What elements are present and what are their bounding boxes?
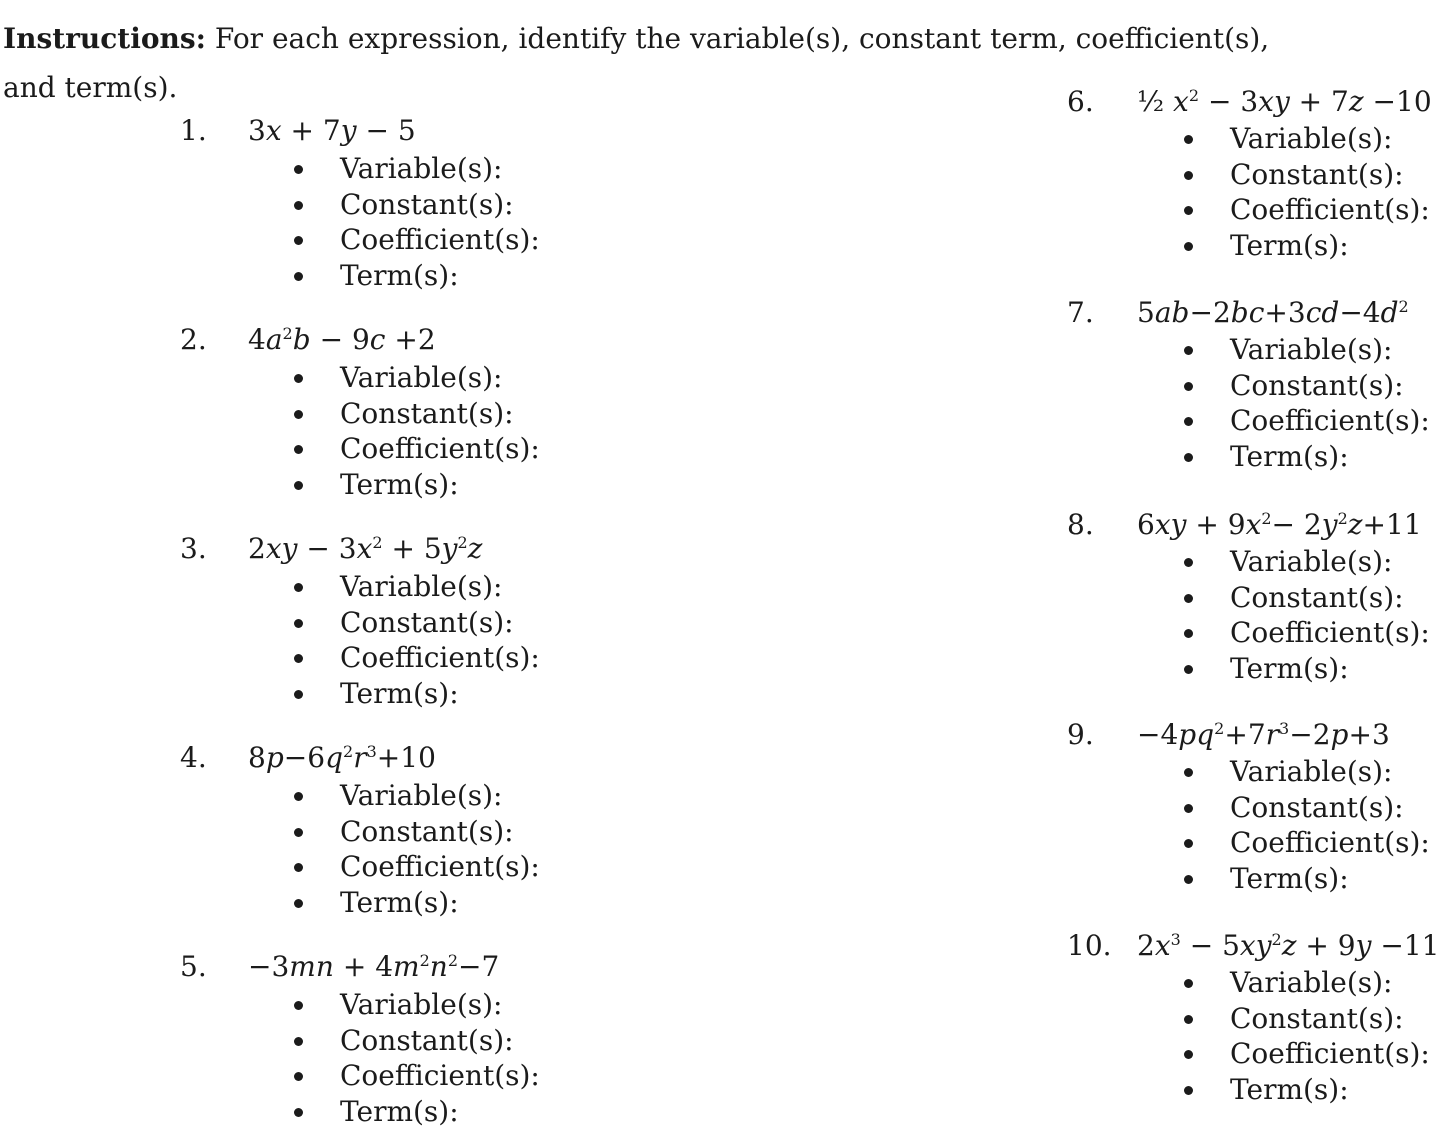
item-variables: [1230, 544, 1430, 580]
problem-expression: $6xy + 9x^2- 2y^2z+11$: [1137, 508, 1422, 541]
item-label-coefficients: Coefficient(s):: [340, 641, 540, 674]
item-label-variables: Variable(s):: [1230, 545, 1393, 578]
bullet-icon: [294, 1001, 303, 1010]
item-variables: [340, 569, 540, 605]
item-terms: [340, 676, 540, 712]
bullet-icon: [1184, 242, 1193, 251]
bullet-icon: [1184, 206, 1193, 215]
item-terms: [340, 1094, 540, 1130]
bullet-icon: [1184, 135, 1193, 144]
item-label-coefficients: Coefficient(s):: [1230, 826, 1430, 859]
item-label-coefficients: Coefficient(s):: [340, 850, 540, 883]
problem-item-list: [1230, 965, 1430, 1107]
bullet-icon: [1184, 629, 1193, 638]
item-constants: [1230, 580, 1430, 616]
item-label-constants: Constant(s):: [340, 1023, 514, 1057]
item-variables: [340, 987, 540, 1023]
problem-item-list: [1230, 332, 1430, 474]
problem-item-list: [1230, 121, 1430, 263]
item-label-constants: Constant(s):: [1230, 368, 1404, 402]
item-label-coefficients: Coefficient(s):: [340, 1059, 540, 1092]
item-variables: [1230, 754, 1430, 790]
item-coefficients: [340, 849, 540, 885]
bullet-icon: [1184, 417, 1193, 426]
item-label-coefficients: Coefficient(s):: [1230, 616, 1430, 649]
item-label-constants: Constant(s):: [1230, 1001, 1404, 1035]
bullet-icon: [294, 863, 303, 872]
problem-number: 1.: [180, 114, 207, 147]
item-variables: [1230, 332, 1430, 368]
problem-item-list: [340, 360, 540, 502]
problem-number: 2.: [180, 323, 207, 356]
bullet-icon: [294, 792, 303, 801]
bullet-icon: [1184, 768, 1193, 777]
bullet-icon: [294, 236, 303, 245]
item-label-coefficients: Coefficient(s):: [1230, 404, 1430, 437]
bullet-icon: [294, 899, 303, 908]
item-coefficients: [340, 431, 540, 467]
item-label-coefficients: Coefficient(s):: [340, 223, 540, 256]
item-label-variables: Variable(s):: [1230, 122, 1393, 155]
item-constants: [1230, 790, 1430, 826]
problem-expression: $8p-6q^2r^3+10$: [248, 741, 436, 774]
bullet-icon: [1184, 382, 1193, 391]
item-label-variables: Variable(s):: [340, 988, 503, 1021]
item-label-variables: Variable(s):: [340, 361, 503, 394]
item-constants: [1230, 368, 1430, 404]
bullet-icon: [1184, 665, 1193, 674]
item-coefficients: [1230, 192, 1430, 228]
item-label-constants: Constant(s):: [340, 396, 514, 430]
bullet-icon: [1184, 346, 1193, 355]
problem-expression: $-3mn + 4m^2n^2-7$: [248, 950, 500, 983]
problem-expression: ½ $x^2 - 3xy + 7z -10$: [1137, 85, 1432, 118]
item-constants: [340, 396, 540, 432]
problem-expression: $4a^2b - 9c +2$: [248, 323, 436, 356]
problem-number: 6.: [1067, 85, 1094, 118]
bullet-icon: [294, 445, 303, 454]
item-terms: [340, 467, 540, 503]
item-constants: [340, 1023, 540, 1059]
item-variables: [1230, 121, 1430, 157]
problem-number: 5.: [180, 950, 207, 983]
item-label-coefficients: Coefficient(s):: [1230, 1037, 1430, 1070]
item-label-constants: Constant(s):: [340, 605, 514, 639]
item-label-terms: Term(s):: [340, 467, 459, 501]
item-terms: [340, 885, 540, 921]
problem-expression: $2x^3 - 5xy^2z + 9y -11$: [1137, 929, 1439, 962]
item-label-terms: Term(s):: [340, 676, 459, 710]
item-label-constants: Constant(s):: [1230, 580, 1404, 614]
bullet-icon: [294, 1037, 303, 1046]
problem-expression: $2xy - 3x^2 + 5y^2z$: [248, 532, 483, 565]
item-label-terms: Term(s):: [1230, 1072, 1349, 1106]
item-terms: [1230, 651, 1430, 687]
instructions-text: For each expression, identify the variable(s), constant term, coefficient(s), and term(s).: [3, 22, 1270, 104]
bullet-icon: [294, 1072, 303, 1081]
item-terms: [1230, 228, 1430, 264]
item-coefficients: [1230, 615, 1430, 651]
problem-expression: $5ab-2bc+3cd-4d^2$: [1137, 296, 1409, 329]
bullet-icon: [294, 272, 303, 281]
problem-item-list: [340, 569, 540, 711]
bullet-icon: [1184, 453, 1193, 462]
bullet-icon: [1184, 171, 1193, 180]
item-label-terms: Term(s):: [1230, 651, 1349, 685]
item-label-terms: Term(s):: [1230, 439, 1349, 473]
problem-number: 9.: [1067, 718, 1094, 751]
bullet-icon: [1184, 839, 1193, 848]
bullet-icon: [1184, 1015, 1193, 1024]
problem-number: 4.: [180, 741, 207, 774]
instructions-label: Instructions:: [3, 22, 207, 55]
item-constants: [1230, 157, 1430, 193]
problem-number: 3.: [180, 532, 207, 565]
bullet-icon: [1184, 558, 1193, 567]
item-coefficients: [1230, 1036, 1430, 1072]
item-variables: [340, 360, 540, 396]
item-label-constants: Constant(s):: [340, 814, 514, 848]
item-label-variables: Variable(s):: [1230, 966, 1393, 999]
item-terms: [1230, 861, 1430, 897]
item-variables: [340, 151, 540, 187]
item-label-variables: Variable(s):: [1230, 333, 1393, 366]
problem-number: 10.: [1067, 929, 1112, 962]
bullet-icon: [1184, 594, 1193, 603]
bullet-icon: [294, 583, 303, 592]
bullet-icon: [294, 1108, 303, 1117]
bullet-icon: [294, 374, 303, 383]
bullet-icon: [294, 828, 303, 837]
item-constants: [340, 187, 540, 223]
item-label-constants: Constant(s):: [1230, 157, 1404, 191]
item-label-terms: Term(s):: [1230, 228, 1349, 262]
bullet-icon: [294, 165, 303, 174]
item-terms: [1230, 439, 1430, 475]
item-label-terms: Term(s):: [340, 258, 459, 292]
bullet-icon: [1184, 979, 1193, 988]
item-label-terms: Term(s):: [1230, 861, 1349, 895]
item-label-terms: Term(s):: [340, 885, 459, 919]
problem-item-list: [340, 778, 540, 920]
problem-item-list: [340, 987, 540, 1129]
bullet-icon: [1184, 804, 1193, 813]
bullet-icon: [294, 690, 303, 699]
bullet-icon: [1184, 1050, 1193, 1059]
problem-item-list: [1230, 754, 1430, 896]
item-terms: [1230, 1072, 1430, 1108]
item-label-variables: Variable(s):: [340, 570, 503, 603]
bullet-icon: [294, 481, 303, 490]
item-label-coefficients: Coefficient(s):: [1230, 193, 1430, 226]
item-label-constants: Constant(s):: [1230, 790, 1404, 824]
item-label-constants: Constant(s):: [340, 187, 514, 221]
item-constants: [340, 605, 540, 641]
problem-number: 8.: [1067, 508, 1094, 541]
bullet-icon: [294, 619, 303, 628]
item-coefficients: [340, 1058, 540, 1094]
item-coefficients: [1230, 403, 1430, 439]
problem-expression: $-4pq^2+7r^3-2p+3$: [1137, 718, 1390, 751]
item-label-variables: Variable(s):: [1230, 755, 1393, 788]
item-label-variables: Variable(s):: [340, 152, 503, 185]
instructions: [3, 14, 1293, 112]
item-variables: [340, 778, 540, 814]
item-label-coefficients: Coefficient(s):: [340, 432, 540, 465]
item-variables: [1230, 965, 1430, 1001]
item-coefficients: [1230, 825, 1430, 861]
item-label-variables: Variable(s):: [340, 779, 503, 812]
bullet-icon: [294, 410, 303, 419]
item-constants: [1230, 1001, 1430, 1037]
bullet-icon: [294, 201, 303, 210]
bullet-icon: [1184, 875, 1193, 884]
item-label-terms: Term(s):: [340, 1094, 459, 1128]
item-terms: [340, 258, 540, 294]
bullet-icon: [1184, 1086, 1193, 1095]
problem-item-list: [1230, 544, 1430, 686]
item-coefficients: [340, 640, 540, 676]
problem-expression: 3x + 7y − 5: [248, 114, 416, 147]
item-constants: [340, 814, 540, 850]
bullet-icon: [294, 654, 303, 663]
problem-item-list: [340, 151, 540, 293]
problem-number: 7.: [1067, 296, 1094, 329]
item-coefficients: [340, 222, 540, 258]
